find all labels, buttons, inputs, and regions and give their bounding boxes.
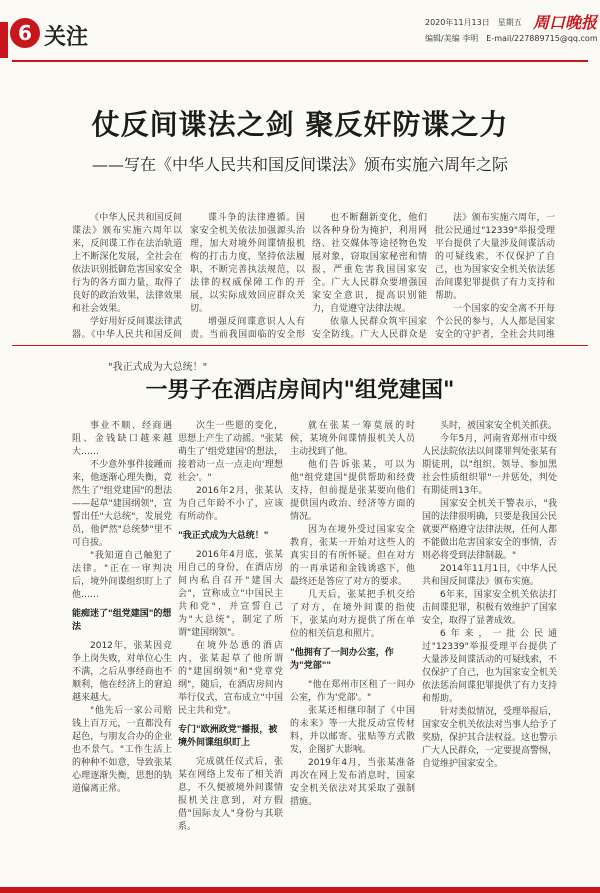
article2-headline: 一男子在酒店房间内"组党建国" (145, 377, 455, 403)
paragraph: "他在郑州市区租了一间办公室，作为'党部'。" (290, 680, 415, 703)
article2-column-2 (178, 420, 283, 860)
subheading: "他拥有了一间办公室，作为"党部"" (290, 648, 394, 671)
paragraph: 在境外怂恿的酒店内，张某起草了他所谓的"建国纲领"和"党章党纲"，随后，在酒店房间内举行仪式，宣布成立"中国民主共和党"。 (178, 641, 283, 716)
page-header (0, 0, 600, 68)
paragraph: 2012年，张某因竞争上岗失败，对单位心生不满，之后从事经商也不顺利，他在经济上的窘迫越来越大。 (72, 641, 172, 703)
subheading: 能痴迷了"组党建国"的想法 (72, 609, 172, 632)
paragraph: 完成就任仪式后，张某在网络上发布了相关消息，不久便被境外间谍情报机关注意到，对方假借"国际友人"身份与其联系。 (178, 757, 283, 832)
paragraph: 他们告诉张某，可以为他"组党建国"提供帮助和经费支持，但前提是张某要向他们提供国内政治、经济等方面的情况。 (290, 460, 415, 522)
paragraph: 2014年11月1日，《中华人民共和国反间谍法》颁布实施。 (422, 564, 557, 587)
paragraph: 针对类似情况，受理举报后，国家安全机关依法对当事人给予了奖励，保护其合法权益。这也警示广大人民群众，一定要提高警惕，自觉维护国家安全。 (422, 707, 557, 769)
newspaper-logo: 周口晚报 (533, 13, 598, 32)
paragraph: 2016年4月底，张某用自己的身份，在酒店房间内私自召开"建国大会"，宣称成立"中国民主共和党"，并宣誓自己为"大总统"，制定了所谓"建国纲领"。 (178, 550, 283, 638)
paragraph: 6年来，国家安全机关依法打击间谍犯罪，积极有效维护了国家安全，取得了显著成效。 (422, 590, 557, 626)
paragraph: 今年5月，河南省郑州市中级人民法院依法以间谍罪判处张某有期徒刑，以"组织、领导、参加黑社会性质组织罪"一并惩处，判处有期徒刑13年。 (422, 434, 557, 496)
article1-headline: 仗反间谍法之剑 聚反奸防谍之力 (91, 108, 509, 141)
paragraph: 谍斗争的法律遵循。国家安全机关依法加强源头治理，加大对境外间谍情报机构的打击力度，坚持依法履职，不断完善执法规范，以法律的权威保障工作的开展，以实际成效回应群众关切。 (190, 213, 305, 314)
issue-date: 2020年11月13日 (425, 18, 490, 27)
paragraph: 也不断翻新变化，他们以各种身份为掩护，利用网络、社交媒体等途径物色发展对象，窃取国家秘密和情报，严重危害我国国家安全。广大人民群众要增强国家安全意识，提高识别能力，自觉遵守法律法规。 (312, 213, 427, 314)
article1-subheadline: ——写在《中华人民共和国反间谍法》颁布实施六周年之际 (91, 155, 508, 174)
page-footer-bar (0, 887, 600, 893)
header-rule (12, 60, 588, 62)
page-number-badge: 6 (10, 18, 40, 48)
paragraph: 国家安全机关干警表示，"我国的法律很明确，只要是我国公民就要严格遵守法律法规，任何人都不能做出危害国家安全的事情，否则必将受到法律制裁。" (422, 499, 557, 561)
header-accent-bar (0, 22, 8, 58)
paragraph: 法》颁布实施六周年，一批公民通过"12339"举报受理平台提供了大量涉及间谍活动的可疑线索，不仅保护了自己，也为国家安全机关依法惩治间谍犯罪提供了有力支持和帮助。 (435, 213, 555, 301)
article2-column-4 (422, 420, 557, 860)
paragraph: 增强反间谍意识人人有责。当前我国面临的安全形 (190, 317, 305, 340)
paragraph: 《中华人民共和国反间谍法》颁布实施六周年以来，反间谍工作在法治轨道上不断深化发展，全社会在依法识别抵御危害国家安全行为的各方面力量，取得了良好的政治效果，法律效果和社会效果。 (72, 213, 182, 314)
paragraph: 依靠人民群众筑牢国家安全防线。广大人民群众是 (312, 317, 427, 340)
article1-column-1 (72, 212, 182, 342)
paragraph: 2019年4月，当张某准备再次在网上发布消息时，国家安全机关依法对其采取了强制措施。 (290, 758, 415, 807)
article2-column-3 (290, 420, 415, 860)
paragraph: 几天后，张某把手机交给了对方，在境外间谍的指使下，张某向对方提供了所在单位的相关信息和照片。 (290, 590, 415, 639)
paragraph: "我知道自己触犯了法律。"正在一审判决后，境外间谍组织盯上了他…… (72, 551, 172, 600)
issue-weekday: 星期五 (497, 18, 522, 27)
subheading: 专门"欧洲政党"播报，被境外间谍组织盯上 (178, 725, 278, 748)
contact-email: E-mail/227889715@qq.com (486, 34, 598, 43)
paragraph: 头时，被国家安全机关抓获。 (440, 421, 557, 431)
paragraph: 不少意外事件接踵而来，他逐渐心理失衡，竟然生了"组党建国"的想法——起草"建国纲领"，宣誓出任"大总统"，发展党员，他俨然"总统梦"里不可自拔。 (72, 460, 172, 548)
paragraph: 次生一些愿的变化，思想上产生了动摇。"张某萌生了'组党建国'的想法，接着动一点一点走向'理想社会'。" (178, 421, 283, 483)
paragraph: 2016年2月，张某认为自己年龄不小了，应该有所动作。 (178, 486, 283, 522)
paragraph: 事业不顺、经商遇阻、金钱缺口越来越大…… (72, 421, 172, 457)
subheading: "我正式成为大总统！" (178, 531, 269, 541)
paragraph: 6年来，一批公民通过"12339"举报受理平台提供了大量涉及间谍活动的可疑线索，不仅保护了自己，也为国家安全机关依法惩治间谍犯罪提供了有力支持和帮助。 (422, 629, 557, 704)
paragraph: 因为在境外受过国家安全教育，张某一开始对这些人的真实目的有所怀疑。但在对方的一再承诺和金钱诱惑下，他最终还是答应了对方的要求。 (290, 525, 415, 587)
paragraph: 一个国家的安全离不开每个公民的参与，人人都是国家安全的守护者，全社会共同维 (435, 304, 555, 340)
article1-column-4 (435, 212, 555, 342)
article1-column-3 (312, 212, 427, 342)
paragraph: 张某还相继印制了《中国的未来》等一大批反动宣传材料，并以邮寄、张贴等方式散发，企图扩大影响。 (290, 706, 415, 755)
paragraph: 就在张某一筹莫展的时候，某境外间谍情报机关人员主动找到了他。 (290, 421, 415, 457)
article1-column-2 (190, 212, 305, 342)
paragraph: "他先后一家公司赔钱上百万元，一直都没有起色，与朋友合办的企业也不景气。"工作生活上的种种不如意，导致张某心理逐渐失衡，思想的轨道偏离正常。 (72, 706, 172, 794)
section-title: 关注 (44, 24, 89, 50)
article-separator (12, 345, 588, 346)
article2-kicker: "我正式成为大总统！" (108, 362, 208, 373)
article2-column-1 (72, 420, 172, 860)
paragraph: 学好用好反间谍法律武器。《中华人民共和国反间 (72, 317, 182, 340)
editor-credit: 编辑/美编 李明 (425, 34, 479, 43)
